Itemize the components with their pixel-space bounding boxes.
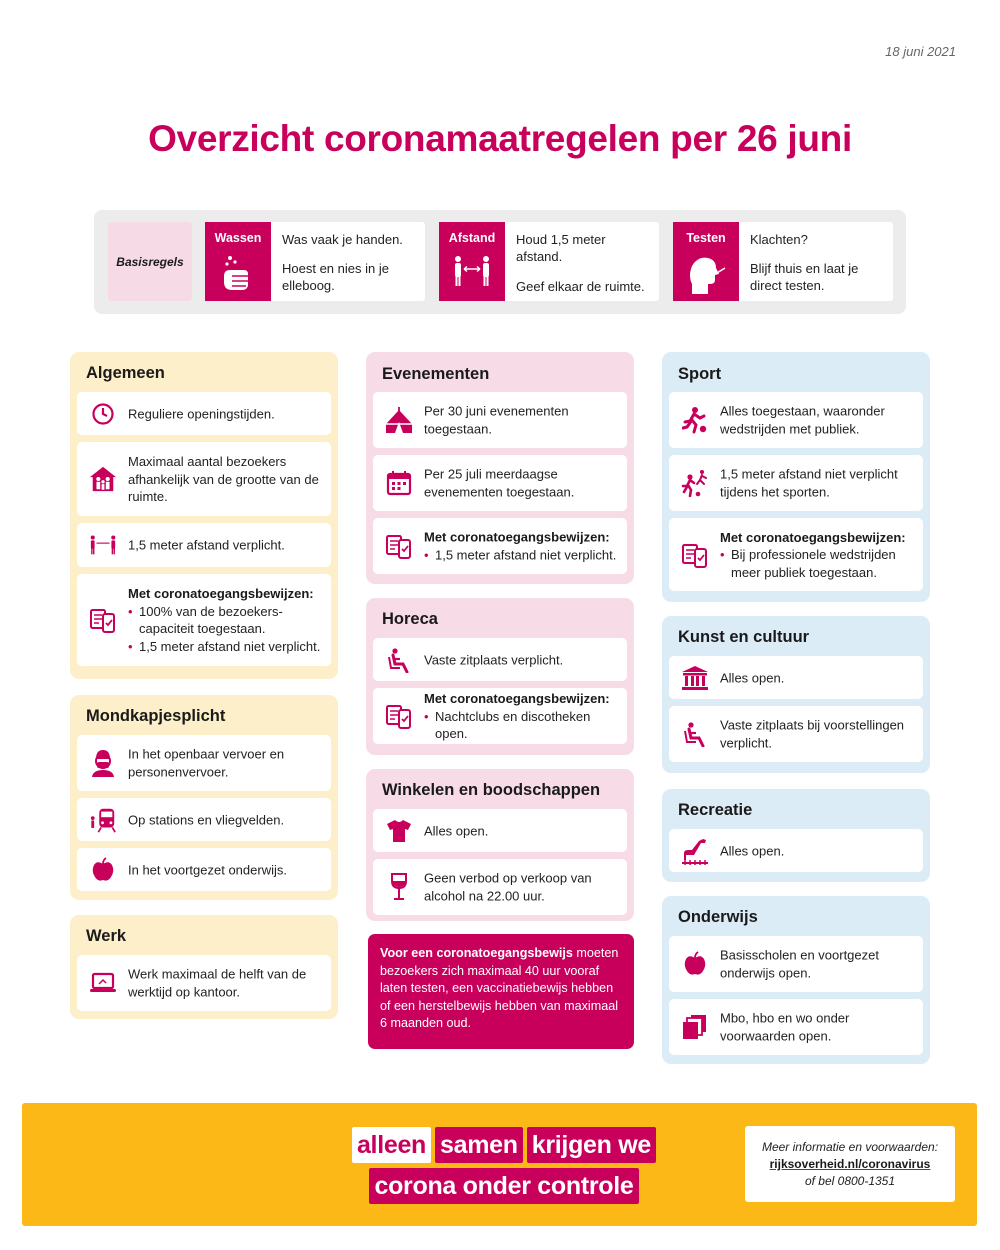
football-player-icon [681, 406, 709, 434]
section-werk [70, 915, 338, 1019]
pass-icon [385, 702, 413, 730]
bullet: • Nachtclubs en discotheken open. [424, 707, 619, 742]
pass-icon [89, 606, 117, 634]
item-text: Werk maximaal de helft van de werktijd op kantoor. [128, 966, 307, 999]
section-recreatie [662, 789, 930, 882]
apple-icon [89, 856, 117, 884]
afstand-line2: Geef elkaar de ruimte. [516, 279, 645, 294]
testen-tag [673, 222, 739, 301]
seat-icon [385, 646, 413, 674]
wassen-line2: Hoest en nies in je elleboog. [282, 261, 389, 293]
museum-icon [681, 664, 709, 692]
testen-line1: Klachten? [750, 232, 808, 247]
section-title: Onderwijs [678, 908, 758, 926]
list-item [77, 848, 331, 891]
item-heading: Met coronatoegangsbewijzen: [424, 690, 610, 706]
item-text: Vaste zitplaats verplicht. [424, 651, 564, 667]
item-text [424, 529, 619, 564]
list-item [373, 455, 627, 511]
section-kunst-en-cultuur [662, 616, 930, 773]
testen-line2: Blijf thuis en laat je direct testen. [750, 261, 859, 293]
list-item [373, 688, 627, 744]
list-item [669, 392, 923, 448]
section-title: Algemeen [86, 364, 165, 382]
list-item [77, 955, 331, 1011]
list-item [373, 809, 627, 852]
item-text: In het openbaar vervoer en personenvervoer. [128, 746, 285, 779]
slogan [349, 1127, 659, 1209]
list-item [373, 392, 627, 448]
afstand-line1: Houd 1,5 meter afstand. [516, 232, 606, 264]
info-line: Meer informatie en voorwaarden: [761, 1140, 939, 1154]
list-item [669, 999, 923, 1055]
list-item [373, 518, 627, 574]
testen-label: Testen [686, 231, 726, 245]
section-algemeen [70, 352, 338, 679]
books-icon [681, 1013, 709, 1041]
list-item [669, 455, 923, 511]
tent-icon [385, 406, 413, 434]
item-text: Reguliere openingstijden. [128, 405, 275, 421]
item-text: Vaste zitplaats bij voorstellingen verplicht. [720, 717, 905, 750]
item-text: Per 30 juni evenementen toegestaan. [424, 403, 569, 436]
bullet: • 1,5 meter afstand niet verplicht. [128, 638, 323, 656]
pass-icon [385, 532, 413, 560]
mask-icon [89, 749, 117, 777]
list-item [669, 936, 923, 992]
clock-icon [89, 400, 117, 428]
list-item [669, 706, 923, 762]
info-phone: of bel 0800-1351 [804, 1174, 896, 1188]
house-people-icon [89, 465, 117, 493]
basisregels-label: Basisregels [108, 222, 192, 301]
afstand-label: Afstand [448, 231, 496, 245]
section-onderwijs [662, 896, 930, 1064]
section-winkelen [366, 769, 634, 921]
wassen-tag [205, 222, 271, 301]
list-item [77, 798, 331, 841]
section-horeca [366, 598, 634, 755]
list-item [373, 859, 627, 915]
note-text: moeten bezoekers zich maximaal 40 uur vooraf laten testen, een vaccinatiebewijs hebben of een herstelbewijs hebben van maximaal 6 maanden oud. [380, 946, 619, 1030]
handwash-icon [220, 254, 256, 294]
wassen-label: Wassen [214, 231, 262, 245]
distance-icon [89, 531, 117, 559]
item-text: Geen verbod op verkoop van alcohol na 22.00 uur. [424, 870, 592, 903]
section-sport [662, 352, 930, 602]
train-icon [89, 806, 117, 834]
slogan-word: krijgen we [527, 1127, 656, 1163]
item-heading: Met coronatoegangsbewijzen: [128, 586, 314, 601]
seat-icon [681, 720, 709, 748]
item-text: In het voortgezet onderwijs. [128, 861, 287, 877]
item-text: Op stations en vliegvelden. [128, 811, 285, 827]
list-item [669, 656, 923, 699]
item-text [424, 690, 619, 743]
item-text [128, 585, 323, 655]
list-item [77, 442, 331, 516]
basisregel-testen [673, 222, 893, 301]
players-icon [681, 469, 709, 497]
basisregel-afstand [439, 222, 659, 301]
laptop-icon [89, 969, 117, 997]
list-item [77, 735, 331, 791]
basisregels-bar [94, 210, 906, 314]
item-text: Alles open. [720, 669, 785, 685]
list-item [669, 829, 923, 872]
item-text: Mbo, hbo en wo onder voorwaarden open. [720, 1010, 850, 1043]
distance-icon [452, 254, 492, 290]
item-heading: Met coronatoegangsbewijzen: [720, 529, 906, 545]
bullet: • 100% van de bezoekers-capaciteit toegestaan. [128, 603, 323, 638]
section-mondkapjesplicht [70, 695, 338, 900]
list-item [669, 518, 923, 591]
apple-icon [681, 950, 709, 978]
section-title: Winkelen en boodschappen [382, 781, 601, 799]
list-item [77, 574, 331, 666]
item-text: Basisscholen en voortgezet onderwijs open. [720, 947, 879, 980]
publication-date: 18 juni 2021 [885, 44, 956, 59]
list-item [77, 392, 331, 435]
footer-banner [22, 1103, 977, 1226]
page-title: Overzicht coronamaatregelen per 26 juni [148, 118, 852, 159]
calendar-icon [385, 469, 413, 497]
bullet: • 1,5 meter afstand niet verplicht. [424, 546, 619, 564]
item-text: 1,5 meter afstand niet verplicht tijdens het sporten. [720, 466, 898, 499]
afstand-tag [439, 222, 505, 301]
section-evenementen [366, 352, 634, 584]
giraffe-icon [681, 837, 709, 865]
section-title: Mondkapjesplicht [86, 707, 226, 725]
coronatoegangsbewijs-note [368, 934, 634, 1049]
test-swab-icon [686, 254, 726, 294]
slogan-word: samen [435, 1127, 523, 1163]
info-box [745, 1126, 955, 1202]
item-text: Alles open. [720, 842, 785, 858]
item-text [720, 528, 915, 581]
section-title: Werk [86, 927, 127, 945]
slogan-word: alleen [352, 1127, 431, 1163]
section-title: Sport [678, 365, 722, 383]
item-heading: Met coronatoegangsbewijzen: [424, 529, 610, 545]
item-text: Maximaal aantal bezoekers afhankelijk van de grootte van de ruimte. [128, 453, 319, 504]
list-item [373, 638, 627, 681]
basisregel-wassen [205, 222, 425, 301]
slogan-word: corona onder controle [369, 1168, 638, 1204]
section-title: Horeca [382, 610, 438, 628]
section-title: Kunst en cultuur [678, 628, 810, 646]
note-bold: Voor een coronatoegangsbewijs [380, 946, 573, 960]
section-title: Evenementen [382, 365, 490, 383]
list-item [77, 523, 331, 567]
shirt-icon [385, 817, 413, 845]
info-link[interactable]: rijksoverheid.nl/coronavirus [769, 1157, 931, 1171]
section-title: Recreatie [678, 801, 753, 819]
item-text: 1,5 meter afstand verplicht. [128, 537, 285, 553]
bullet: • Bij professionele wedstrijden meer publiek toegestaan. [720, 546, 915, 581]
wassen-line1: Was vaak je handen. [282, 232, 403, 247]
wine-glass-icon [385, 873, 413, 901]
item-text: Alles toegestaan, waaronder wedstrijden met publiek. [720, 403, 885, 436]
item-text: Alles open. [424, 822, 489, 838]
pass-icon [681, 541, 709, 569]
item-text: Per 25 juli meerdaagse evenementen toegestaan. [424, 466, 575, 499]
